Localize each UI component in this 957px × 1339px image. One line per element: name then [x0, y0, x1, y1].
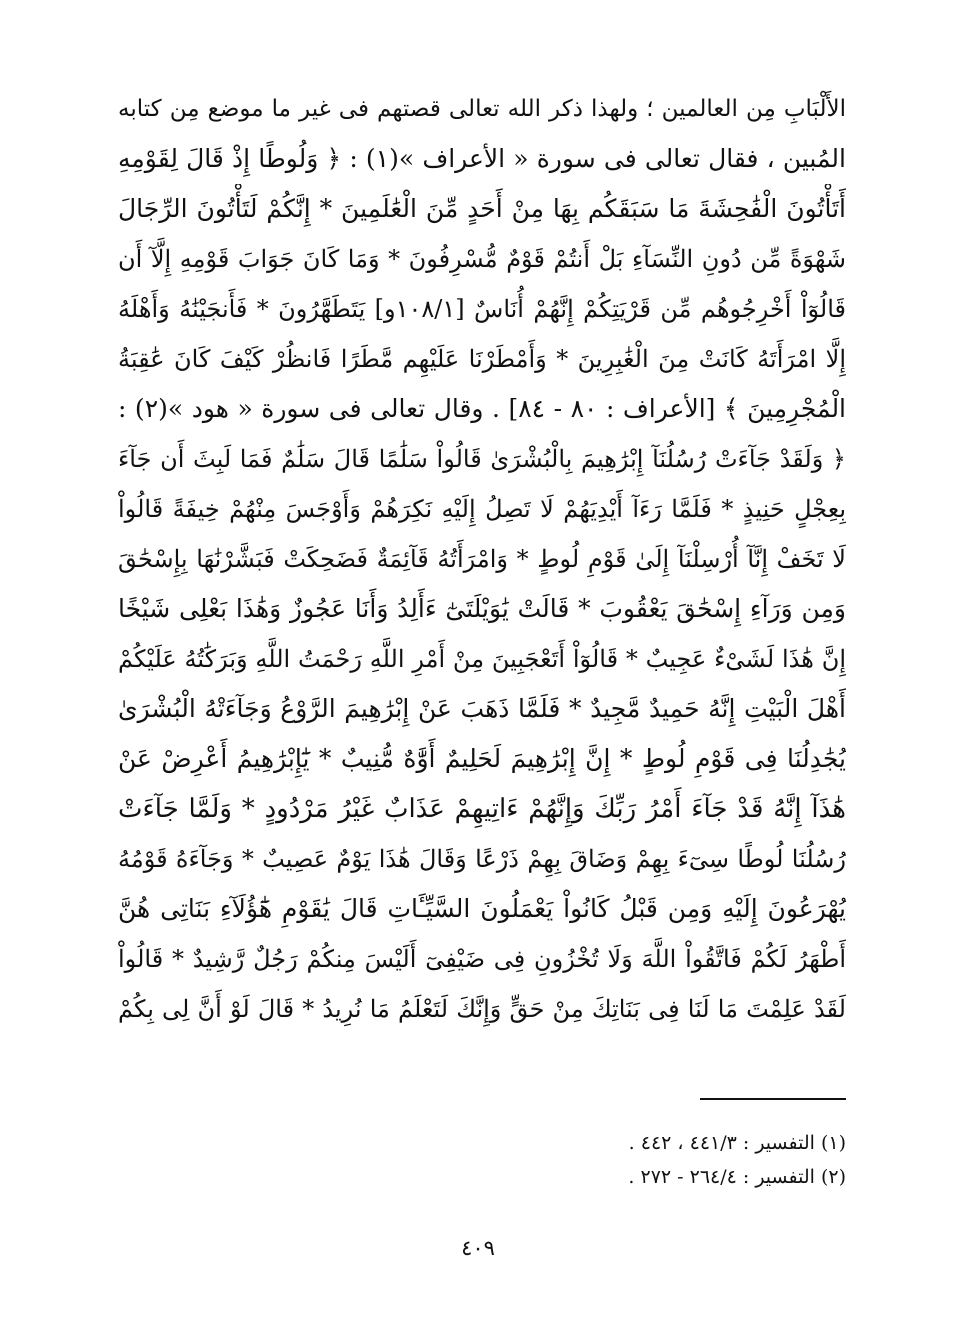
text-line: ﴿ وَلَقَدْ جَآءَتْ رُسُلُنَآ إِبْرَٰهِيمَ بِالْبُشْرَىٰ قَالُواْ سَلَٰمًا قَالَ سَلَٰمٌ فَمَا لَبِثَ أَن جَآءَ: [118, 445, 846, 473]
text-line: وَمِن وَرَآءِ إِسْحَٰقَ يَعْقُوبَ * قَالَتْ يَٰوَيْلَتَىٰٓ ءَأَلِدُ وَأَنَا عَجُوزٌ وَهَٰذَا بَعْلِى شَيْخًا: [118, 594, 846, 623]
footnotes: [420, 1126, 846, 1194]
text-line: يُهْرَعُونَ إِلَيْهِ وَمِن قَبْلُ كَانُواْ يَعْمَلُونَ السَّيِّـَٔاتِ قَالَ يَٰقَوْمِ هَٰٓؤُلَآءِ بَنَاتِى هُنَّ: [118, 894, 846, 923]
text-line: لَقَدْ عَلِمْتَ مَا لَنَا فِى بَنَاتِكَ مِنْ حَقٍّ وَإِنَّكَ لَتَعْلَمُ مَا نُرِيدُ * قَالَ لَوْ أَنَّ لِى بِكُمْ: [118, 995, 846, 1023]
text-line: أَطْهَرُ لَكُمْ فَاتَّقُواْ اللَّهَ وَلَا تُخْزُونِ فِى ضَيْفِىٓ أَلَيْسَ مِنكُمْ رَجُلٌ رَّشِيدٌ * قَالُواْ: [118, 945, 846, 973]
footnote-2: (٢) التفسير : ٢٦٤/٤ - ٢٧٢ .: [628, 1166, 846, 1188]
text-line: شَهْوَةً مِّن دُونِ النِّسَآءِ بَلْ أَنتُمْ قَوْمٌ مُّسْرِفُونَ * وَمَا كَانَ جَوَابَ قَوْمِهِ إِلَّآ أَن: [118, 245, 846, 273]
text-line: رُسُلُنَا لُوطًا سِىٓءَ بِهِمْ وَضَاقَ بِهِمْ ذَرْعًا وَقَالَ هَٰذَا يَوْمٌ عَصِيبٌ * وَجَآءَهُ قَوْمُهُ: [118, 845, 846, 873]
footnote-divider: [700, 1098, 846, 1100]
text-line: هَٰذَآ إِنَّهُ قَدْ جَآءَ أَمْرُ رَبِّكَ وَإِنَّهُمْ ءَاتِيهِمْ عَذَابٌ غَيْرُ مَرْدُودٍ * وَلَمَّا جَآءَتْ: [118, 794, 846, 824]
text-line: المُبين ، فقال تعالى فى سورة « الأعراف »(١) : ﴿ وَلُوطًا إِذْ قَالَ لِقَوْمِهِ: [118, 144, 846, 173]
text-line: إِنَّ هَٰذَا لَشَىْءٌ عَجِيبٌ * قَالُوٓاْ أَتَعْجَبِينَ مِنْ أَمْرِ اللَّهِ رَحْمَتُ اللَّهِ وَبَرَكَٰتُهُ عَلَيْكُمْ: [118, 645, 846, 673]
text-line: أَتَأْتُونَ الْفَٰحِشَةَ مَا سَبَقَكُم بِهَا مِنْ أَحَدٍ مِّنَ الْعَٰلَمِينَ * إِنَّكُمْ لَتَأْتُونَ الرِّجَالَ: [118, 194, 846, 223]
body-text: [118, 84, 846, 1034]
text-line: قَالُوٓاْ أَخْرِجُوهُم مِّن قَرْيَتِكُمْ إِنَّهُمْ أُنَاسٌ [١٠٨/١و] يَتَطَهَّرُونَ * فَأَنجَيْنَٰهُ وَأَهْلَهُ: [118, 295, 846, 323]
text-line: لَا تَخَفْ إِنَّآ أُرْسِلْنَآ إِلَىٰ قَوْمِ لُوطٍ * وَامْرَأَتُهُ قَآئِمَةٌ فَضَحِكَتْ فَبَشَّرْنَٰهَا بِإِسْحَٰقَ: [118, 545, 846, 573]
text-line: بِعِجْلٍ حَنِيذٍ * فَلَمَّا رَءَآ أَيْدِيَهُمْ لَا تَصِلُ إِلَيْهِ نَكِرَهُمْ وَأَوْجَسَ مِنْهُمْ خِيفَةً قَالُواْ: [118, 495, 846, 523]
footnote-1: (١) التفسير : ٤٤١/٣ ، ٤٤٢ .: [628, 1132, 846, 1154]
text-line: أَهْلَ الْبَيْتِ إِنَّهُ حَمِيدٌ مَّجِيدٌ * فَلَمَّا ذَهَبَ عَنْ إِبْرَٰهِيمَ الرَّوْعُ وَجَآءَتْهُ الْبُشْرَىٰ: [118, 694, 846, 723]
text-line: إِلَّا امْرَأَتَهُ كَانَتْ مِنَ الْغَٰبِرِينَ * وَأَمْطَرْنَا عَلَيْهِم مَّطَرًا فَانظُرْ كَيْفَ كَانَ عَٰقِبَةُ: [118, 345, 846, 373]
text-line: يُجَٰدِلُنَا فِى قَوْمِ لُوطٍ * إِنَّ إِبْرَٰهِيمَ لَحَلِيمٌ أَوَّٰهٌ مُّنِيبٌ * يَٰٓإِبْرَٰهِيمُ أَعْرِضْ عَنْ: [118, 744, 846, 773]
text-line: الأَلْبَابِ مِن العالمين ؛ ولهذا ذكر الله تعالى قصتهم فى غير ما موضع مِن كتابه: [118, 96, 846, 122]
page-number: ٤٠٩: [461, 1236, 495, 1260]
text-line: الْمُجْرِمِينَ ﴾ [الأعراف : ٨٠ - ٨٤] . وقال تعالى فى سورة « هود »(٢) :: [118, 394, 846, 423]
